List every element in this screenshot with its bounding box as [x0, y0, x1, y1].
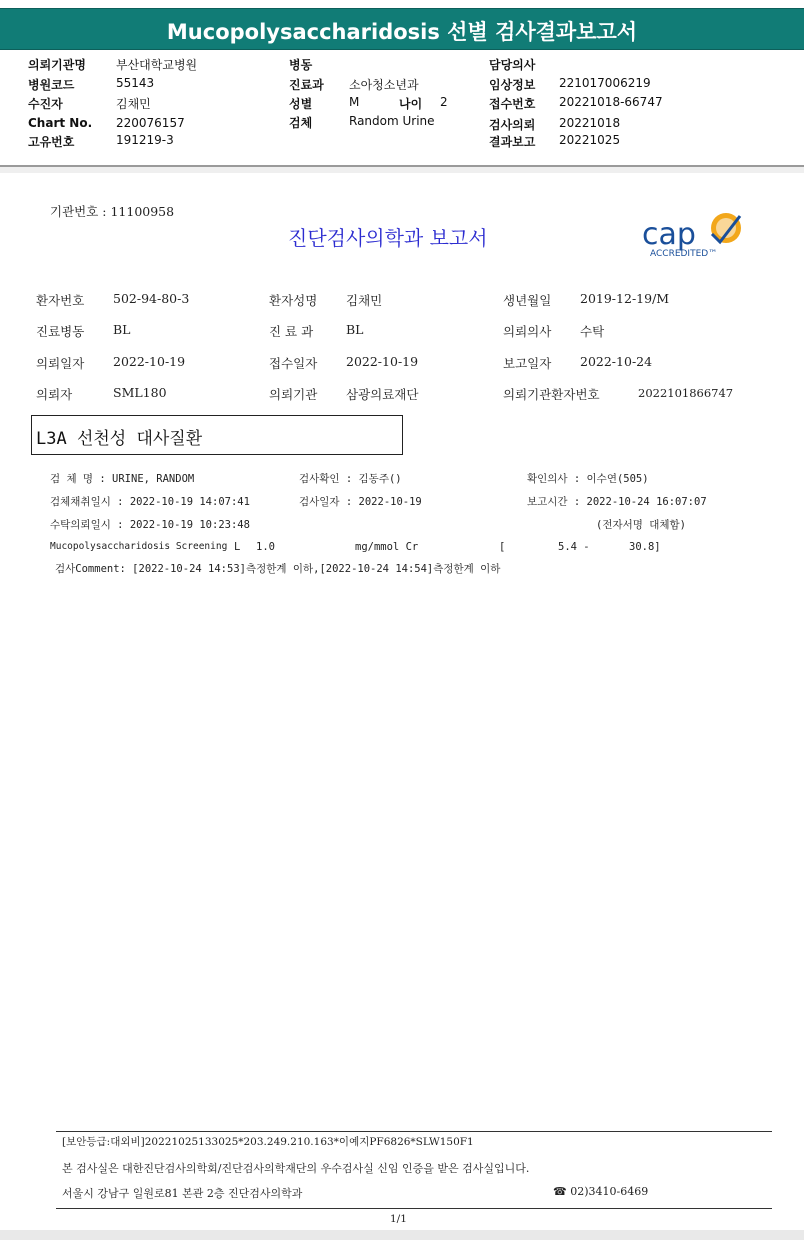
e-signature-note: (전자서명 대체함) [596, 519, 686, 531]
info-value: 삼광의료재단 [346, 387, 419, 402]
cap-logo-icon [640, 208, 750, 260]
cap-logo-sub: ACCREDITED™ [650, 249, 718, 259]
header-value: M [349, 95, 360, 109]
header-value: 20221025 [559, 133, 621, 147]
header-value: 20221018 [559, 116, 621, 130]
info-label: 환자번호 [36, 293, 85, 308]
specimen-name: 검 체 명 : URINE, RANDOM [50, 473, 195, 485]
age-label: 나이 [399, 97, 423, 111]
info-value: 2022-10-19 [346, 354, 419, 369]
ref-range-open: [ [499, 541, 506, 553]
header-label: 고유번호 [28, 135, 75, 149]
header-value: 55143 [116, 76, 155, 90]
consign-time: 수탁의뢰일시 : 2022-10-19 10:23:48 [50, 519, 250, 531]
bottom-scroll-area [0, 1230, 804, 1240]
header-value: 김채민 [116, 97, 151, 111]
header-value: 소아청소년과 [349, 78, 419, 92]
header-label: 성별 [289, 97, 313, 111]
certification-line: 본 검사실은 대한진단검사의학회/진단검사의학재단의 우수검사실 신임 인증을 받은 검사실입니다. [62, 1162, 530, 1175]
footer-divider-bottom [56, 1208, 772, 1209]
institution-number: 기관번호 : 11100958 [50, 204, 175, 219]
header-label: 결과보고 [489, 135, 536, 149]
confirm-doctor: 확인의사 : 이수연(505) [527, 473, 649, 485]
report-time: 보고시간 : 2022-10-24 16:07:07 [527, 496, 707, 508]
header-label: 담당의사 [489, 58, 536, 72]
phone-number: ☎ 02)3410-6469 [553, 1185, 649, 1198]
header-label: 수진자 [28, 97, 63, 111]
header-label: 접수번호 [489, 97, 536, 111]
header-label: 진료과 [289, 78, 324, 92]
header-label: Chart No. [28, 116, 93, 130]
header-label: 검사의뢰 [489, 118, 536, 132]
info-value: 2019-12-19/M [580, 291, 670, 306]
ref-range-high: 30.8] [629, 541, 661, 553]
header-label: 검체 [289, 116, 313, 130]
info-value: 2022-10-24 [580, 354, 653, 369]
info-value: 2022101866747 [638, 386, 734, 400]
result-value: 1.0 [256, 541, 275, 553]
header-label: 병원코드 [28, 78, 75, 92]
footer-divider [56, 1131, 772, 1132]
security-line: [보안등급:대외비]20221025133025*203.249.210.163*이예지PF6826*SLW150F1 [62, 1136, 474, 1148]
header-shadow [0, 167, 804, 173]
info-label: 의뢰일자 [36, 356, 85, 371]
info-value: 2022-10-19 [113, 354, 186, 369]
header-value: 221017006219 [559, 76, 651, 90]
info-value: 502-94-80-3 [113, 291, 190, 306]
header-label: 의뢰기관명 [28, 58, 86, 72]
info-label: 보고일자 [503, 356, 552, 371]
info-label: 의뢰기관 [269, 387, 318, 402]
info-label: 접수일자 [269, 356, 318, 371]
header-label: 병동 [289, 58, 313, 72]
info-label: 진 료 과 [269, 324, 314, 339]
cap-logo-text: cap [642, 217, 696, 252]
page-number: 1/1 [390, 1213, 407, 1225]
info-value: 수탁 [580, 324, 605, 339]
section-box [31, 415, 403, 455]
banner-title: Mucopolysaccharidosis 선별 검사결과보고서 [166, 20, 638, 44]
test-comment: 검사Comment: [2022-10-24 14:53]측정한계 이하,[2022-10-24 14:54]측정한계 이하 [55, 563, 501, 575]
info-label: 생년월일 [503, 293, 552, 308]
cap-accredited-logo [640, 208, 750, 260]
info-label: 의뢰기관환자번호 [503, 387, 600, 402]
header-value: 부산대학교병원 [116, 58, 198, 72]
header-value: 220076157 [116, 116, 185, 130]
test-date: 검사일자 : 2022-10-19 [299, 496, 422, 508]
info-label: 의뢰의사 [503, 324, 552, 339]
info-value: SML180 [113, 385, 167, 400]
result-unit: mg/mmol Cr [355, 541, 419, 553]
info-value: BL [346, 322, 364, 337]
header-value: 20221018-66747 [559, 95, 663, 109]
info-label: 환자성명 [269, 293, 318, 308]
test-verifier: 검사확인 : 김동주() [299, 473, 402, 485]
result-test-name: Mucopolysaccharidosis Screening [50, 541, 228, 552]
collection-time: 검체채취일시 : 2022-10-19 14:07:41 [50, 496, 250, 508]
ref-range-low: 5.4 - [558, 541, 590, 553]
header-value: Random Urine [349, 114, 435, 128]
info-value: BL [113, 322, 131, 337]
report-banner [0, 8, 804, 50]
header-value: 191219-3 [116, 133, 174, 147]
info-label: 진료병동 [36, 324, 85, 339]
address-line: 서울시 강남구 일원로81 본관 2층 진단검사의학과 [62, 1187, 303, 1200]
info-label: 의뢰자 [36, 387, 73, 402]
report-title: 진단검사의학과 보고서 [288, 226, 488, 250]
header-label: 임상정보 [489, 78, 536, 92]
section-title: L3A 선천성 대사질환 [36, 429, 203, 449]
result-flag: L [234, 541, 241, 553]
info-value: 김채민 [346, 293, 383, 308]
age-value: 2 [440, 95, 448, 109]
